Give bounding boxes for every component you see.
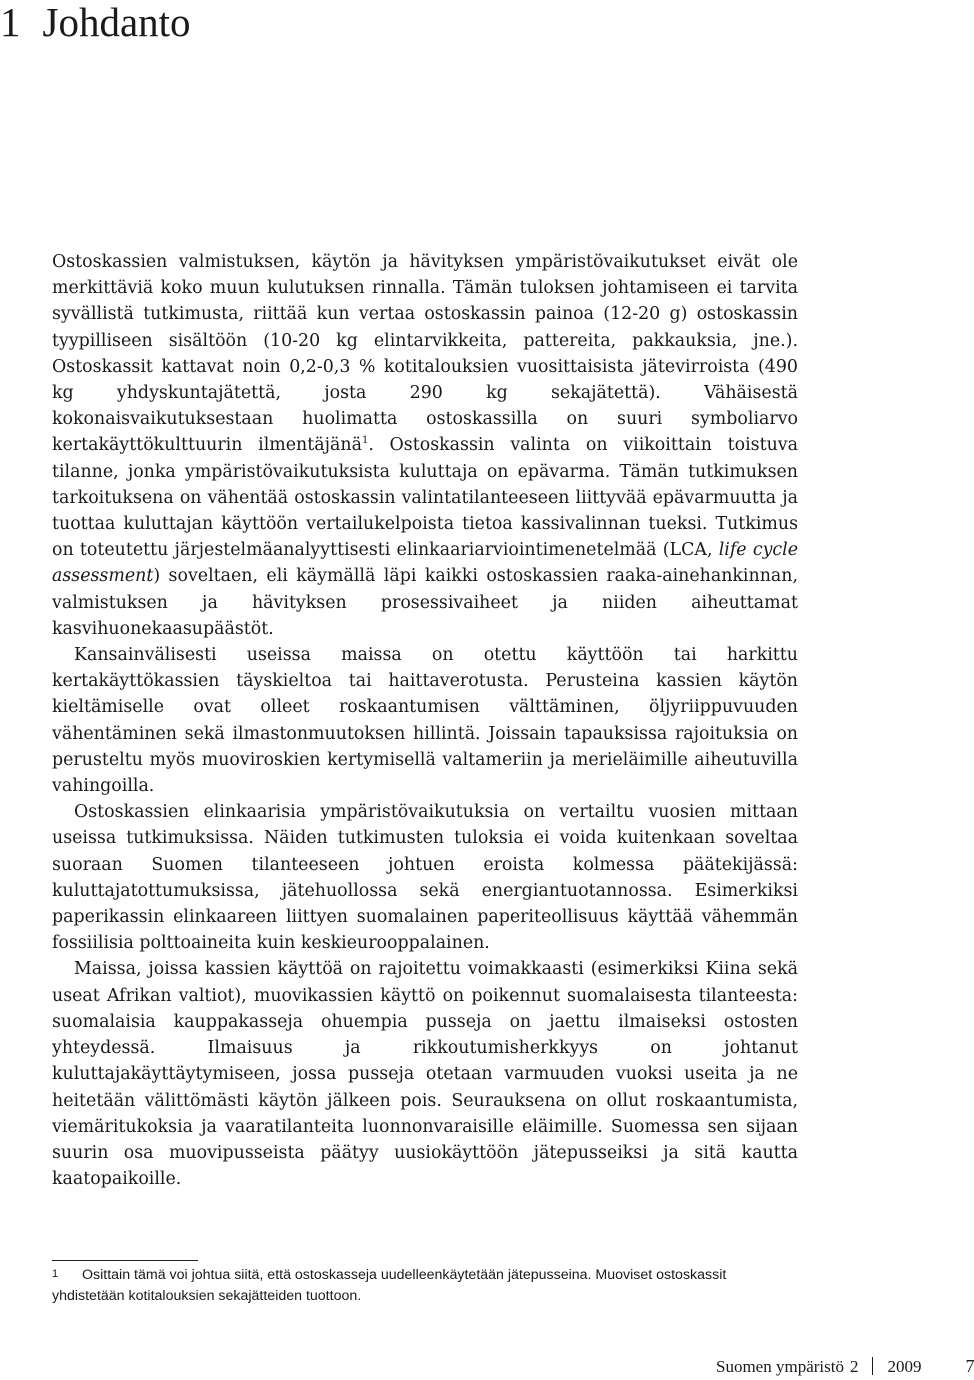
paragraph-4: Maissa, joissa kassien käyttöä on rajoitettu voimakkaasti (esimerkiksi Kiina sekä useat Afrikan valtiot), muovikassien käyttö on poikennut suomalaisesta tilanteesta: suomalaisia kauppakasseja ohuempia pusseja on jaettu ilmaiseksi ostosten yhteydessä. Ilmaisuus ja rikkoutumisherkkyys on johtanut kuluttajakäyttäytymiseen, jossa pusseja otetaan varmuuden vuoksi useita ja ne heitetään välittömästi käytön jälkeen pois. Seurauksena on ollut roskaantumista, viemäritukoksia ja vaaratilanteita luonnonvaraisille eläimille. Suomessa sen sijaan suurin osa muovipusseista päätyy uusiokäyttöön jätepusseiksi ja sitä kautta kaatopaikoille. (52, 959, 798, 1190)
paragraph-1 (52, 249, 798, 642)
paragraph-1-text-a: Ostoskassien valmistuksen, käytön ja hävityksen ympäristövaikutukset eivät ole merkittäviä koko muun kulutuksen rinnalla. Tämän tuloksen johtamiseen ei tarvita syvällistä tutkimusta, riittää kun vertaa ostoskassin painoa (12-20 g) ostoskassin tyypilliseen sisältöön (10-20 kg elintarvikkeita, pattereita, pakkauksia, jne.). Ostoskassit kattavat noin 0,2-0,3 % kotitalouksien vuosittaisista jätevirroista (490 kg yhdyskuntajätettä, josta 290 kg sekajätettä). Vähäisestä kokonaisvaikutuksestaan huolimatta ostoskassilla on suuri symboliarvo kertakäyttökulttuurin ilmentäjänä (52, 252, 798, 456)
publication-year: 2009 (887, 1357, 922, 1376)
footer-separator (872, 1357, 873, 1375)
paragraph-3: Ostoskassien elinkaarisia ympäristövaikutuksia on vertailtu vuosien mittaan useissa tutkimuksissa. Näiden tutkimusten tuloksia ei voida kuitenkaan soveltaa suoraan Suomen tilanteeseen johtuen eroista kolmessa päätekijässä: kuluttajatottumuksissa, jätehuollossa sekä energiantuotannossa. Esimerkiksi paperikassin elinkaareen liittyen suomalainen paperiteollisuus käyttää vähemmän fossiilisia polttoaineita kuin keskieurooppalainen. (52, 802, 798, 954)
page-number: 7 (965, 1356, 974, 1376)
chapter-title: Johdanto (42, 0, 191, 45)
footnote-number: 1 (52, 1268, 59, 1280)
paragraph-1-text-c: ) soveltaen, eli käymällä läpi kaikki ostoskassien raaka-ainehankinnan, valmistuksen ja hävityksen prosessivaiheet ja niiden aiheuttamat kasvihuonekaasupäästöt. (52, 566, 798, 639)
chapter-heading (0, 0, 191, 44)
footnote-reference[interactable]: 1 (361, 435, 369, 447)
page-footer (716, 1355, 974, 1378)
publication-name: Suomen ympäristö (716, 1357, 844, 1376)
chapter-number: 1 (0, 0, 21, 45)
footnote-divider (52, 1260, 198, 1261)
paragraph-1-text-b: . Ostoskassin valinta on viikoittain toistuva tilanne, jonka ympäristövaikutuksista kuluttaja on epävarma. Tämän tutkimuksen tarkoituksena on vähentää ostoskassin valintatilanteeseen liittyvää epävarmuutta ja tuottaa kuluttajan käyttöön vertailukelpoista tietoa kassivalinnan tueksi. Tutkimus on toteutettu järjestelmäanalyyttisesti elinkaariarviointimenetelmää (LCA, (52, 435, 798, 561)
body-text (52, 249, 798, 1192)
footnote (52, 1265, 798, 1307)
publication-issue: 2 (849, 1357, 859, 1376)
paragraph-1-italic-term: life cycle assessment (52, 540, 799, 587)
footnote-text: Osittain tämä voi johtua siitä, että ostoskasseja uudelleenkäytetään jätepusseina. Muoviset ostoskassit yhdistetään kotitalouksien sekajätteiden tuottoon. (52, 1267, 727, 1304)
paragraph-2: Kansainvälisesti useissa maissa on otettu käyttöön tai harkittu kertakäyttökassien täyskieltoa tai haittaverotusta. Perusteina kassien käytön kieltämiselle ovat olleet roskaantumisen välttäminen, öljyriippuvuuden vähentäminen sekä ilmastonmuutoksen hillintä. Joissain tapauksissa rajoituksia on perusteltu myös muoviroskien kertymisellä valtameriin ja merieläimille aiheutuvilla vahingoilla. (52, 645, 798, 797)
